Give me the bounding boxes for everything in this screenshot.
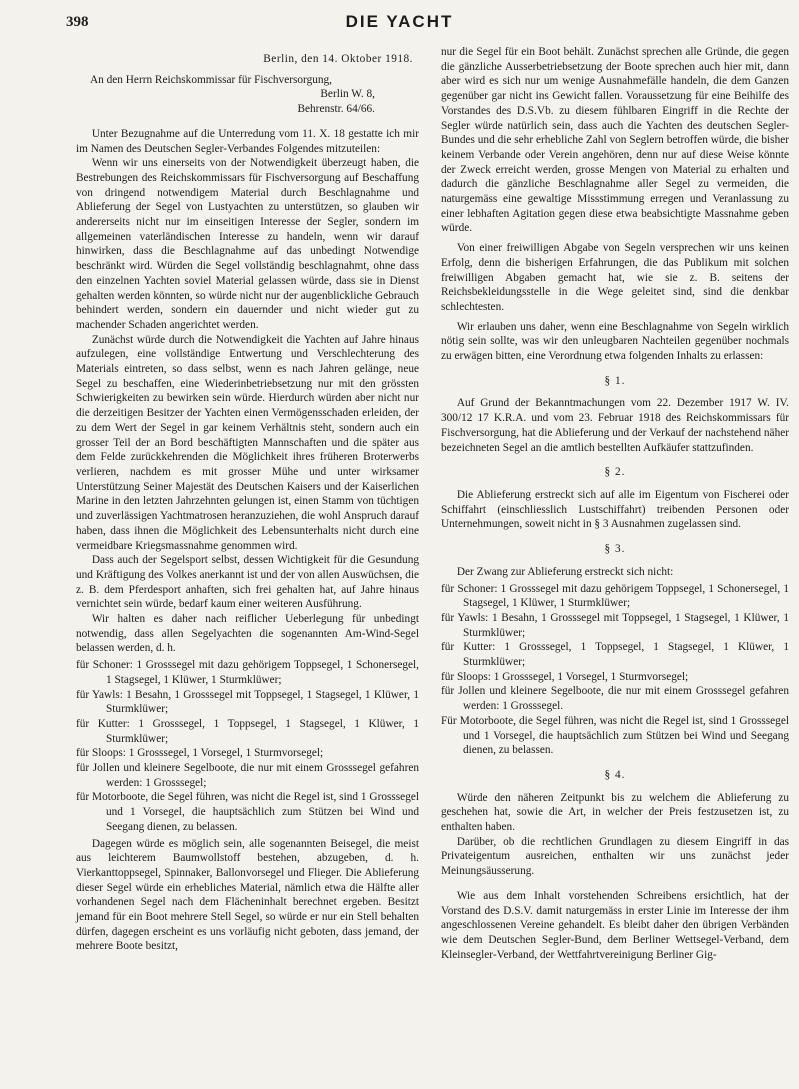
paragraph: Der Zwang zur Ablieferung erstreckt sich nicht: [456,565,674,578]
address-city: Berlin W. 8, [320,88,375,101]
section-heading: § 1. [604,374,626,387]
paragraph: Dagegen würde es möglich sein, alle sogenannten Beisegel, die meist aus leichterem Baumwollstoff bestehen, abzugeben, d. h. Vierkanttoppsegel, Spinnaker, Ballonvorsegel und Flieger. Die Ablieferung dieser Segel würde ein erhebliches Material, nämlich etwa die Hälfte aller vorhandenen Segel nach dem Flächeninhalt berechnet ergeben. Besitzt jemand für ein Boot mehrere Stell Segel, so würde er nur ein Stell behalten dürfen, dagegen erscheint es uns vorläufig nicht geboten, dass jemand, der mehrere Boote besitzt, [76,837,419,953]
paragraph: Dass auch der Segelsport selbst, dessen Wichtigkeit für die Gesundung und Kräftigung des Volkes anerkannt ist und der von allen Auswüchsen, die z. B. dem Pferdesport anhaften, sich frei gehalten hat, auf Jahre hinaus vernichtet sein würde, bedarf kaum einer weiteren Ausführung. [76,554,419,611]
list-item: Für Motorboote, die Segel führen, was nicht die Regel ist, sind 1 Grosssegel und 1 Vorsegel, die hauptsächlich zum Stützen bei Wind und Seegang dienen, zu belassen. [441,714,789,757]
left-column [76,52,419,954]
list-item: für Schoner: 1 Grosssegel mit dazu gehörigem Toppsegel, 1 Schonersegel, 1 Stagsegel, 1 Klüwer, 1 Sturmklüwer; [76,659,419,686]
list-item: für Kutter: 1 Grosssegel, 1 Toppsegel, 1 Stagsegel, 1 Klüwer, 1 Sturmklüwer; [441,641,789,669]
paragraph: Wie aus dem Inhalt vorstehenden Schreibens ersichtlich, hat der Vorstand des D.S.V. damit naturgemäss in erster Linie im Interesse der ihm angeschlossenen Vereine gehandelt. Es bleibt daher den übrigen Verbänden wie dem Deutschen Segler-Bund, dem Berliner Wettsegel-Verband, dem Kleinsegler-Verband, der Wettfahrtvereinigung Berliner Gig- [441,889,789,961]
page-number: 398 [66,14,89,30]
paragraph: Würde den näheren Zeitpunkt bis zu welchem die Ablieferung zu geschehen hat, sowie die Art, in welcher der Preis festzusetzen ist, zu enthalten haben. [441,791,789,834]
list-item: für Schoner: 1 Grosssegel mit dazu gehörigem Toppsegel, 1 Schonersegel, 1 Stagsegel, 1 Klüwer, 1 Sturmklüwer; [441,582,789,610]
list-item: für Sloops: 1 Grosssegel, 1 Vorsegel, 1 Sturmvorsegel; [441,670,689,683]
right-column [441,45,789,962]
paragraph: Auf Grund der Bekanntmachungen vom 22. Dezember 1917 W. IV. 300/12 17 K.R.A. und vom 23. Februar 1918 des Reichskommissars für Fischversorgung, hat die Ablieferung und der Verkauf der nachstehend näher bezeichneten Segel an die amtlich bestellten Aufkäufer stattzufinden. [441,397,789,454]
list-item: für Sloops: 1 Grosssegel, 1 Vorsegel, 1 Sturmvorsegel; [76,747,324,760]
section-heading: § 3. [604,543,626,556]
running-title: DIE YACHT [345,12,454,31]
letter-dateline: Berlin, den 14. Oktober 1918. [263,53,413,65]
paragraph: Zunächst würde durch die Notwendigkeit die Yachten auf Jahre hinaus aufzulegen, eine vollständige Entwertung und Verschlechterung des Materials eintreten, so dass selbst, wenn es nach Jahren gelänge, neue Segel zu beschaffen, eine Wiederinbetriebsetzung nur mit den grössten Schwierigkeiten zu bewirken sein würde. Hierdurch würden aber nicht nur die derzeitigen Besitzer der Yachten einen Vermögensschaden erleiden, der zu dem Wert der Segel in gar keinem Verhältnis steht, sondern auch ein grosser Teil der an Bord beschäftigten Mannschaften und die später aus dem Felde zurückkehrenden die Möglichkeit ihres früheren Broterwerbs verlieren, nachdem es mit grosser Mühe und unter wirksamer Unterstützung Seiner Majestät des Deutschen Kaisers und der Kaiserlichen Marine in den letzten Jahrzehnten gelungen ist, einen Stamm von tüchtigen und zuverlässigen Yachtmatrosen heranzuziehen, die wohl Anspruch darauf haben, dass ihnen die Möglichkeit des Lebensunterhalts nicht durch eine vermeidbare Kriegsmassnahme genommen wird. [76,333,419,552]
exception-list [441,582,789,758]
paragraph: Die Ablieferung erstreckt sich auf alle im Eigentum von Fischerei oder Schiffahrt (einschliesslich Lustschiffahrt) treibenden Personen oder Unternehmungen, soweit nicht in § 3 Ausnahmen zugelassen sind. [441,488,789,531]
section-heading: § 4. [604,768,626,781]
list-item: für Yawls: 1 Besahn, 1 Grosssegel mit Toppsegel, 1 Stagsegel, 1 Klüwer, 1 Sturmklüwer; [76,688,419,716]
list-item: für Yawls: 1 Besahn, 1 Grosssegel mit Toppsegel, 1 Stagsegel, 1 Klüwer, 1 Sturmklüwer; [441,611,789,639]
list-item: für Jollen und kleinere Segelboote, die nur mit einem Grosssegel gefahren werden: 1 Grosssegel. [441,685,789,713]
paragraph: Wenn wir uns einerseits von der Notwendigkeit überzeugt haben, die Bestrebungen des Reichskommissars für Fischversorgung auf Beschaffung von dringend notwendigem Material durch Beschlagnahme und Ablieferung der Segel von Lustyachten zu unterstützen, so glauben wir andererseits nicht nur im einseitigen Interesse der Segler, sondern im allgemeinen vaterländischen Interesse zu handeln, wenn wir darauf hinwirken, dass die Beschlagnahme auf das unbedingt Notwendige beschränkt wird. Würden die Segel vollständig beschlagnahmt, ohne dass den einzelnen Yachten soviel Material gelassen würde, dass sie in Dienst gehalten werden könnten, so würde nicht nur der augenblickliche Gebrauch behindert werden, sondern ein dauernder und nicht wieder gut zu machender Schaden angerichtet werden. [76,157,419,331]
paragraph: Darüber, ob die rechtlichen Grundlagen zu diesem Eingriff in das Privateigentum ausreichen, enthalten wir uns zunächst jeder Meinungsäusserung. [441,835,789,878]
letter-addressee: An den Herrn Reichskommissar für Fischversorgung, [90,73,333,86]
list-item: für Motorboote, die Segel führen, was nicht die Regel ist, sind 1 Grosssegel und 1 Vorsegel, die hauptsächlich zum Stützen bei Wind und Seegang dienen, zu belassen. [76,791,419,833]
paragraph: Wir erlauben uns daher, wenn eine Beschlagnahme von Segeln wirklich nötig sein sollte, was wir den unleugbaren Nachteilen gegenüber nochmals zu erwägen bitten, eine Verordnung etwa folgenden Inhalts zu erlassen: [441,320,789,363]
address-street: Behrenstr. 64/66. [297,103,375,116]
paragraph: Von einer freiwilligen Abgabe von Segeln versprechen wir uns keinen Erfolg, denn die bisherigen Erfahrungen, die das Publikum mit solchen freiwilligen Abgaben gemacht hat, wie sie z. B. seitens der Reichsbekleidungsstelle in die Wege geleitet sind, sind die denkbar schlechtesten. [441,242,789,313]
paragraph: Unter Bezugnahme auf die Unterredung vom 11. X. 18 gestatte ich mir im Namen des Deutschen Segler-Verbandes Folgendes mitzuteilen: [76,127,419,155]
list-item: für Jollen und kleinere Segelboote, die nur mit einem Grosssegel gefahren werden: 1 Grosssegel; [76,762,419,789]
paragraph: Wir halten es daher nach reiflicher Ueberlegung für unbedingt notwendig, dass allen Segelyachten die sogenannten Am-Wind-Segel belassen werden, d. h. [76,613,419,655]
list-item: für Kutter: 1 Grosssegel, 1 Toppsegel, 1 Stagsegel, 1 Klüwer, 1 Sturmklüwer; [76,717,419,745]
sail-list [76,658,419,834]
paragraph: nur die Segel für ein Boot behält. Zunächst sprechen alle Gründe, die gegen die gänzliche Ausserbetriebsetzung der Boote sprechen auch hier mit, dann aber wird es sich nur um wenige Ausnahmefälle handeln, die dem Ganzen gegenüber gar nicht ins Gewicht fallen. Voraussetzung für eine Beihilfe des Vorstandes des D.S.Vb. zu diesem fühlbaren Eingriff in die Rechte der Segler würde natürlich sein, dass auch die Yachten des deutschen Segler-Bundes und die sehr erhebliche Zahl von Seglern betroffen würde, die bisher keinem Verbande oder Verein angehören, denn nur auf diese Weise könnte der Zweck erreicht werden, grosse Mengen von Material zu erhalten und dadurch die gänzliche Beschlagnahme aller Segel zu vermeiden, die naturgemäss eine gewaltige Missstimmung erregen und Veranlassung zu einer lebhaften Agitation gegen diese etwa beabsichtigte Massnahme geben würde. [441,46,789,235]
section-heading: § 2. [604,466,626,479]
